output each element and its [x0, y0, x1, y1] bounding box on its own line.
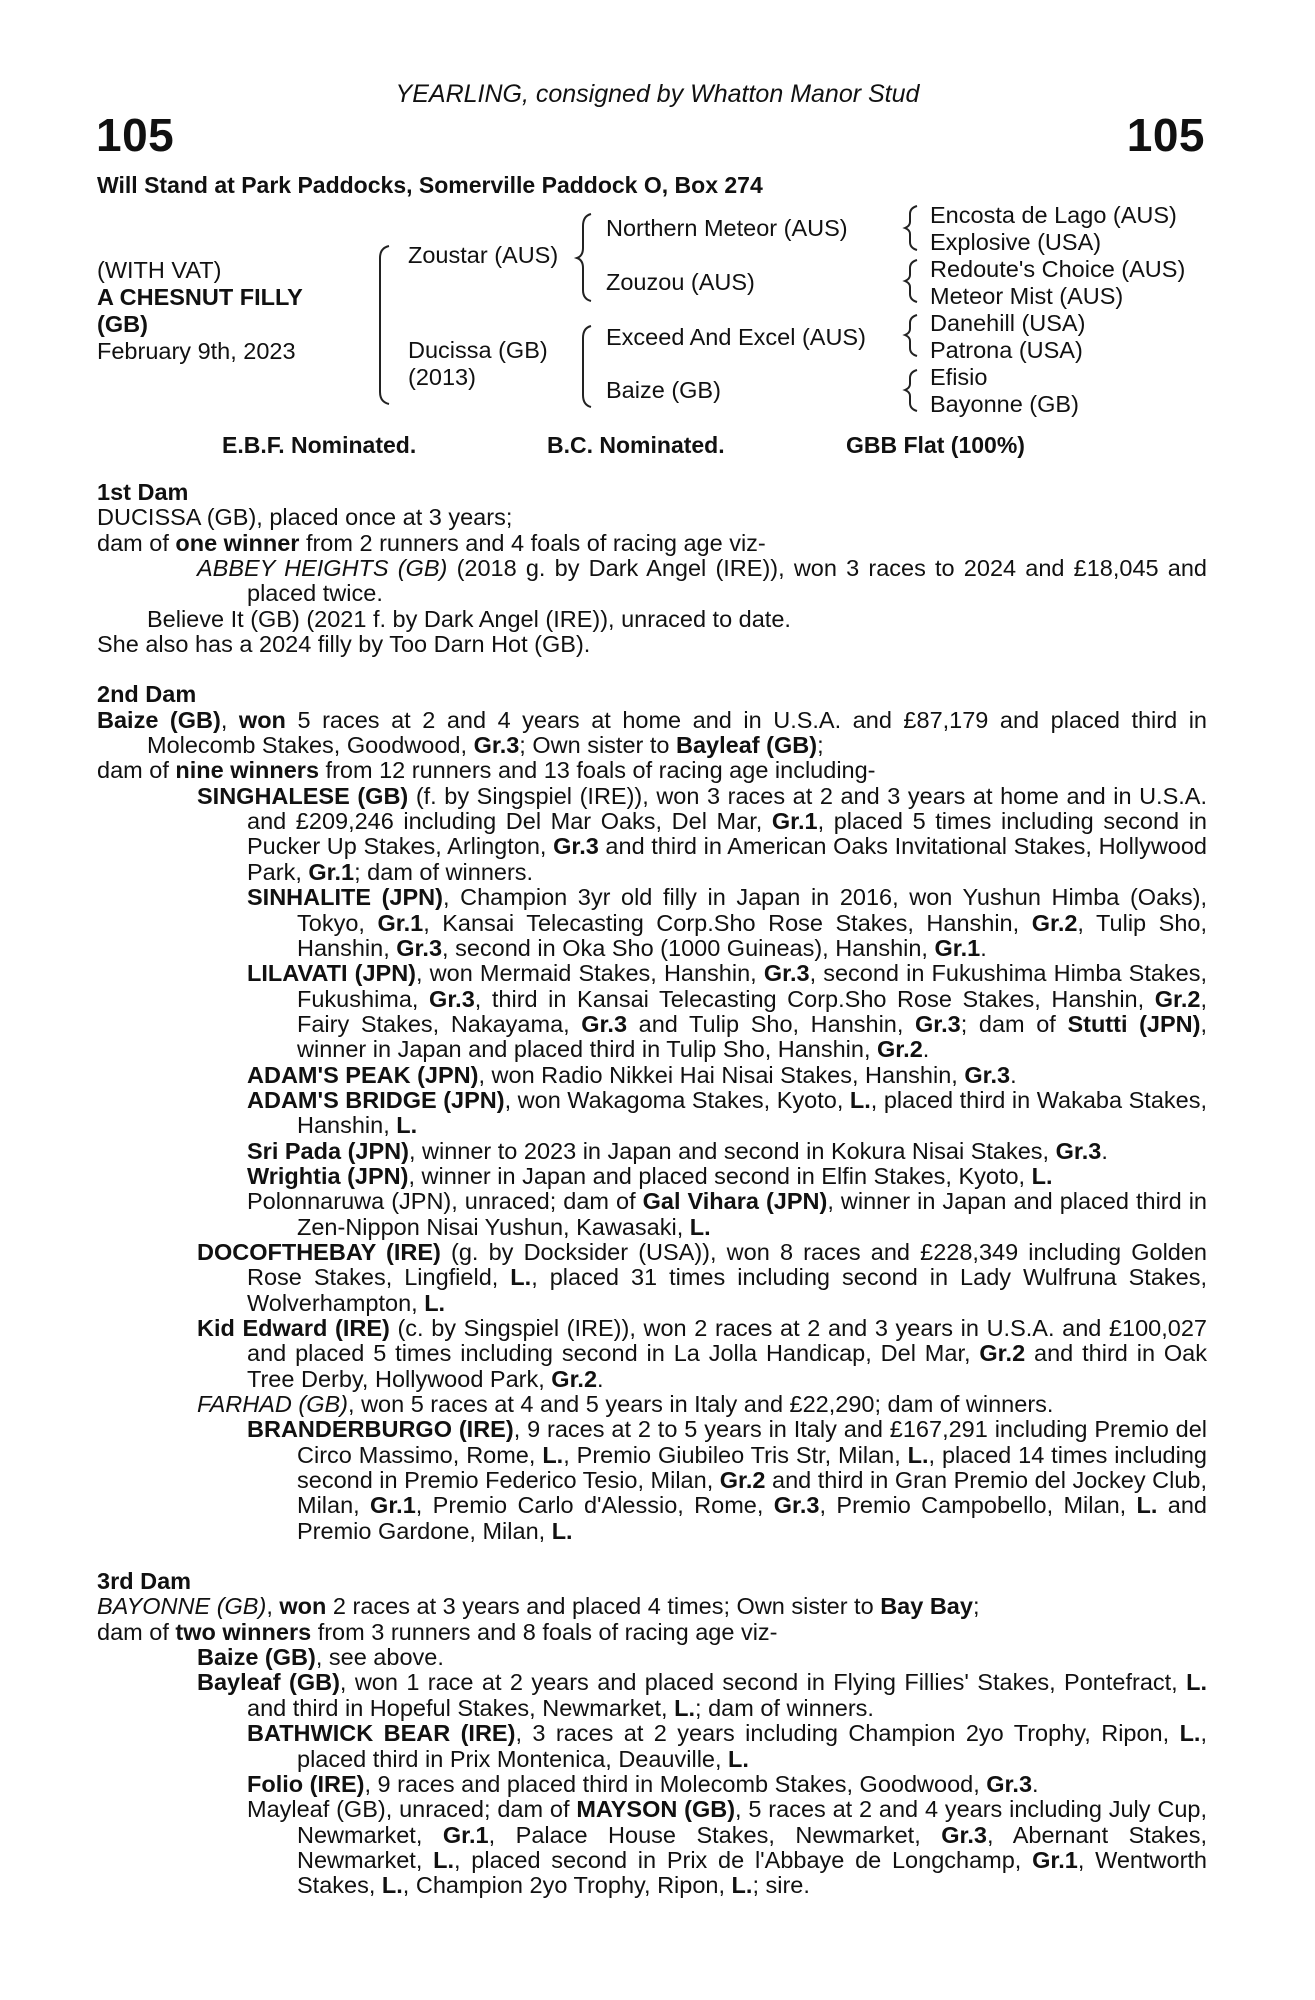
third-dam-produce-summary: dam of two winners from 3 runners and 8 foals of racing age viz- [97, 1618, 778, 1645]
produce-lilavati: LILAVATI (JPN), won Mermaid Stakes, Hanshin, Gr.3, second in Fukushima Himba Stakes, Fukushima, Gr.3, third in Kansai Telecasting Corp.Sho Rose Stakes, Hanshin, Gr.2, Fairy Stakes, Nakayama, Gr.3 and Tulip Sho, Hanshin, Gr.3; dam of Stutti (JPN), winner in Japan and placed third in Tulip Sho, Hanshin, Gr.2. [247, 960, 1208, 1063]
stand-location: Will Stand at Park Paddocks, Somerville Paddock O, Box 274 [97, 172, 763, 198]
produce-adams-bridge: ADAM'S BRIDGE (JPN), won Wakagoma Stakes, Kyoto, L., placed third in Wakaba Stakes, Hanshin, L. [247, 1086, 1207, 1139]
produce-baize: Baize (GB), see above. [197, 1644, 444, 1671]
ebf-nomination: E.B.F. Nominated. [222, 432, 417, 458]
pedigree-gen4-5: Danehill (USA) [930, 310, 1086, 336]
produce-farhad: FARHAD (GB), won 5 races at 4 and 5 years in Italy and £22,290; dam of winners. [197, 1391, 1054, 1418]
pedigree-bracket-sire [577, 214, 591, 301]
first-dam-line1: DUCISSA (GB), placed once at 3 years; [97, 504, 513, 531]
lot-number-left: 105 [96, 109, 175, 161]
pedigree-gen3-1: Northern Meteor (AUS) [606, 215, 848, 241]
first-dam-produce-1: ABBEY HEIGHTS (GB) (2018 g. by Dark Angel (IRE)), won 3 races to 2024 and £18,045 and placed twice. [197, 555, 1207, 607]
pedigree-gen4-4: Meteor Mist (AUS) [930, 283, 1124, 309]
third-dam-heading: 3rd Dam [97, 1568, 192, 1595]
consignor-title: YEARLING, consigned by Whatton Manor Stud [395, 80, 920, 108]
produce-wrightia: Wrightia (JPN), winner in Japan and placed second in Elfin Stakes, Kyoto, L. [247, 1162, 1053, 1189]
pedigree-gen3-4: Baize (GB) [606, 377, 721, 403]
produce-mayleaf: Mayleaf (GB), unraced; dam of MAYSON (GB), 5 races at 2 and 4 years including July Cup, Newmarket, Gr.1, Palace House Stakes, Newmarket, Gr.3, Abernant Stakes, Newmarket, L., placed second in Prix de l'Abbaye de Longchamp, Gr.1, Wentworth Stakes, L., Champion 2yo Trophy, Ripon, L.; sire. [247, 1796, 1207, 1899]
second-dam-produce-summary: dam of nine winners from 12 runners and 13 foals of racing age including- [97, 757, 876, 784]
pedigree-dam-line2: (2013) [408, 364, 476, 390]
produce-folio: Folio (IRE), 9 races and placed third in Molecomb Stakes, Goodwood, Gr.3. [247, 1770, 1039, 1797]
pedigree-sire: Zoustar (AUS) [408, 242, 559, 268]
pedigree-bracket-main [380, 246, 389, 404]
third-dam-bayonne: BAYONNE (GB), won 2 races at 3 years and placed 4 times; Own sister to Bay Bay; [97, 1593, 980, 1620]
first-dam-produce-summary: dam of one winner from 2 runners and 4 foals of racing age viz- [97, 529, 766, 556]
dam-line-text [97, 480, 1207, 1899]
produce-sri-pada: Sri Pada (JPN), winner to 2023 in Japan and second in Kokura Nisai Stakes, Gr.3. [247, 1137, 1108, 1164]
pedigree-gen4-8: Bayonne (GB) [930, 391, 1079, 417]
pedigree-bracket-dam [583, 326, 591, 407]
pedigree-dam-line1: Ducissa (GB) [408, 337, 548, 363]
gbb-flat: GBB Flat (100%) [846, 432, 1025, 458]
pedigree-gen4-2: Explosive (USA) [930, 229, 1102, 255]
second-dam-baize: Baize (GB), won 5 races at 2 and 4 years at home and in U.S.A. and £87,179 and placed third in Molecomb Stakes, Goodwood, Gr.3; Own sister to Bayleaf (GB); [97, 706, 1207, 759]
produce-singhalese: SINGHALESE (GB) (f. by Singspiel (IRE)), won 3 races at 2 and 3 years at home and in U.S.A. and £209,246 including Del Mar Oaks, Del Mar, Gr.1, placed 5 times including second in Pucker Up Stakes, Arlington, Gr.3 and third in American Oaks Invitational Stakes, Hollywood Park, Gr.1; dam of winners. [197, 782, 1208, 885]
pedigree-gen4-1: Encosta de Lago (AUS) [930, 202, 1177, 228]
produce-adams-peak: ADAM'S PEAK (JPN), won Radio Nikkei Hai Nisai Stakes, Hanshin, Gr.3. [247, 1061, 1017, 1088]
bc-nomination: B.C. Nominated. [547, 432, 725, 458]
pedigree-gen4-7: Efisio [930, 364, 988, 390]
produce-kid-edward: Kid Edward (IRE) (c. by Singspiel (IRE)), won 2 races at 2 and 3 years in U.S.A. and £100,027 and placed 5 times including second in La Jolla Handicap, Del Mar, Gr.2 and third in Oak Tree Derby, Hollywood Park, Gr.2. [197, 1315, 1207, 1392]
produce-bathwick-bear: BATHWICK BEAR (IRE), 3 races at 2 years including Champion 2yo Trophy, Ripon, L., placed third in Prix Montenica, Deauville, L. [247, 1720, 1207, 1772]
pedigree-bracket-g4-3 [905, 315, 917, 356]
horse-name-line1: A CHESNUT FILLY [97, 284, 303, 310]
pedigree-gen4-3: Redoute's Choice (AUS) [930, 256, 1186, 282]
lot-number-right: 105 [1126, 109, 1205, 161]
first-dam-yearling-note: She also has a 2024 filly by Too Darn Hot (GB). [97, 631, 591, 658]
produce-sinhalite: SINHALITE (JPN), Champion 3yr old filly in Japan in 2016, won Yushun Himba (Oaks), Tokyo, Gr.1, Kansai Telecasting Corp.Sho Rose Stakes, Hanshin, Gr.2, Tulip Sho, Hanshin, Gr.3, second in Oka Sho (1000 Guineas), Hanshin, Gr.1. [247, 884, 1207, 961]
produce-docofthebay: DOCOFTHEBAY (IRE) (g. by Docksider (USA)), won 8 races and £228,349 including Golden Rose Stakes, Lingfield, L., placed 31 times including second in Lady Wulfruna Stakes, Wolverhampton, L. [197, 1238, 1207, 1316]
horse-name-line2: (GB) [97, 311, 148, 337]
first-dam-heading: 1st Dam [97, 479, 189, 505]
pedigree-gen4-6: Patrona (USA) [930, 337, 1083, 363]
second-dam-heading: 2nd Dam [97, 681, 197, 708]
first-dam-produce-2: Believe It (GB) (2021 f. by Dark Angel (IRE)), unraced to date. [147, 605, 791, 632]
produce-branderburgo: BRANDERBURGO (IRE), 9 races at 2 to 5 years in Italy and £167,291 including Premio del Circo Massimo, Rome, L., Premio Giubileo Tris Str, Milan, L., placed 14 times including second in Premio Federico Tesio, Milan, Gr.2 and third in Gran Premio del Jockey Club, Milan, Gr.1, Premio Carlo d'Alessio, Rome, Gr.3, Premio Campobello, Milan, L. and Premio Gardone, Milan, L. [247, 1416, 1208, 1544]
pedigree-gen3-2: Zouzou (AUS) [606, 269, 755, 295]
produce-bayleaf: Bayleaf (GB), won 1 race at 2 years and placed second in Flying Fillies' Stakes, Pontefract, L. and third in Hopeful Stakes, Newmarket, L.; dam of winners. [197, 1669, 1207, 1721]
pedigree-bracket-g4-2 [905, 260, 917, 302]
pedigree-bracket-g4-1 [905, 206, 917, 250]
pedigree-bracket-g4-4 [905, 370, 917, 411]
foaling-date: February 9th, 2023 [97, 338, 296, 364]
pedigree-gen3-3: Exceed And Excel (AUS) [606, 324, 866, 350]
produce-polonnaruwa: Polonnaruwa (JPN), unraced; dam of Gal Vihara (JPN), winner in Japan and placed third in Zen-Nippon Nisai Yushun, Kawasaki, L. [247, 1188, 1207, 1240]
vat-note: (WITH VAT) [97, 257, 222, 283]
